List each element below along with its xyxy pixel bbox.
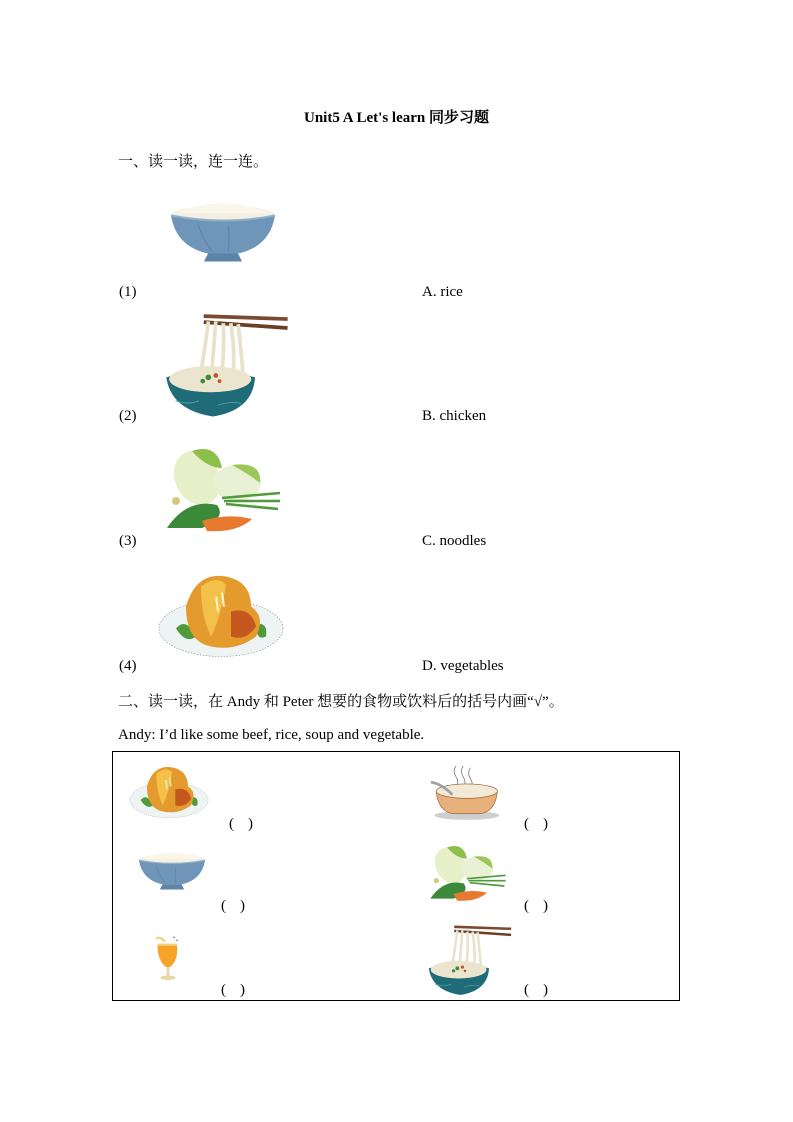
roast-chicken-image xyxy=(128,760,210,822)
paren-close: ) xyxy=(240,982,245,998)
andy-sentence: Andy: I’d like some beef, rice, soup and vegetable. xyxy=(118,727,425,743)
paren-close: ) xyxy=(543,816,548,832)
section1-heading: 一、读一读，连一连。 xyxy=(118,154,269,170)
option-c[interactable]: C. noodles xyxy=(422,533,487,549)
answer-paren-6[interactable] xyxy=(524,982,548,999)
option-b[interactable]: B. chicken xyxy=(422,408,487,424)
paren-open: ( xyxy=(524,898,529,914)
vegetables-image xyxy=(162,442,282,534)
answer-paren-1[interactable] xyxy=(229,816,253,833)
item-number-3: (3) xyxy=(119,533,137,549)
option-d[interactable]: D. vegetables xyxy=(422,658,504,674)
paren-open: ( xyxy=(229,816,234,832)
rice-bowl-image xyxy=(137,850,207,894)
noodles-bowl-image xyxy=(425,924,515,1000)
roast-chicken-image xyxy=(156,566,286,662)
juice-glass-image xyxy=(153,932,183,986)
soup-bowl-image xyxy=(429,762,501,822)
paren-open: ( xyxy=(221,898,226,914)
option-a[interactable]: A. rice xyxy=(422,284,463,300)
paren-open: ( xyxy=(221,982,226,998)
section2-heading: 二、读一读，在 Andy 和 Peter 想要的食物或饮料后的括号内画“√”。 xyxy=(118,694,564,710)
page-title: Unit5 A Let's learn 同步习题 xyxy=(303,110,489,126)
item-number-4: (4) xyxy=(119,658,137,674)
answer-paren-3[interactable] xyxy=(221,898,245,915)
paren-close: ) xyxy=(240,898,245,914)
paren-close: ) xyxy=(248,816,253,832)
paren-close: ) xyxy=(543,982,548,998)
rice-bowl-image xyxy=(168,200,278,268)
paren-open: ( xyxy=(524,982,529,998)
item-number-2: (2) xyxy=(119,408,137,424)
paren-close: ) xyxy=(543,898,548,914)
answer-paren-5[interactable] xyxy=(221,982,245,999)
answer-paren-2[interactable] xyxy=(524,816,548,833)
vegetables-image xyxy=(427,842,507,902)
answer-paren-4[interactable] xyxy=(524,898,548,915)
noodles-bowl-image xyxy=(158,312,296,424)
answer-box xyxy=(112,751,680,1001)
paren-open: ( xyxy=(524,816,529,832)
item-number-1: (1) xyxy=(119,284,137,300)
